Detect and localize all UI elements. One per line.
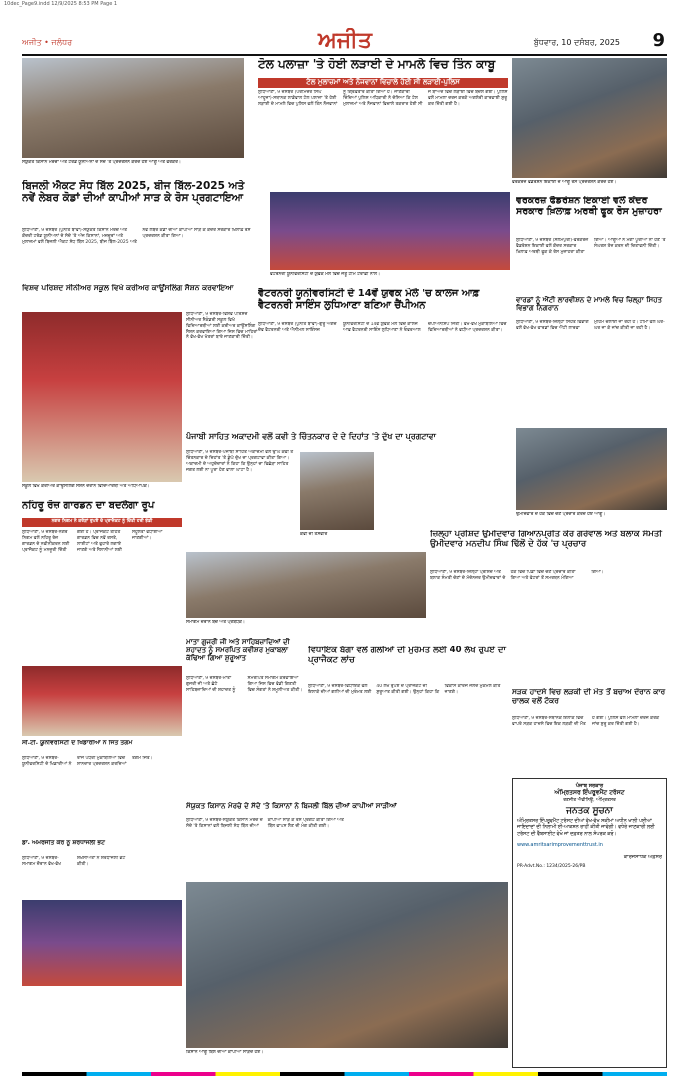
nehru-subhead: ਨਗਰ ਨਿਗਮ ਨੇ ਕਰੋੜਾਂ ਰੁਪਏ ਦੇ ਪ੍ਰਾਜੈਕਟ ਨੂੰ ਦਿੱਤੀ ਹਰੀ ਝੰਡੀ	[22, 518, 182, 527]
page-number: 9	[652, 30, 665, 51]
sports-body: ਲੁਧਿਆਣਾ, 9 ਦਸੰਬਰ-ਯੂਨੀਵਰਸਿਟੀ ਦੇ ਖਿਡਾਰੀਆਂ ਨੇ ਰਾਜ ਪੱਧਰੀ ਮੁਕਾਬਲਿਆਂ ਵਿਚ ਸ਼ਾਨਦਾਰ ਪ੍ਰਦਰਸ਼ਨ ਕਰਦਿਆਂ ਤਗਮੇ ਜਿੱਤੇ।	[22, 756, 153, 767]
mla-body: ਲੁਧਿਆਣਾ, 9 ਦਸੰਬਰ-ਵਿਧਾਇਕ ਵਲੋਂ ਇਲਾਕੇ ਦੀਆਂ ਗਲੀਆਂ ਦੀ ਮੁਰੰਮਤ ਲਈ 40 ਲੱਖ ਰੁਪਏ ਦੇ ਪ੍ਰਾਜੈਕਟ ਦੀ ਸ਼ੁਰੂਆਤ ਕੀਤੀ ਗਈ। ਉਨ੍ਹਾਂ ਕਿਹਾ ਕਿ ਵਿਕਾਸ ਕਾਰਜ ਜਲਦ ਮੁਕੰਮਲ ਕੀਤੇ ਜਾਣਗੇ।	[308, 684, 501, 695]
zila-photo	[516, 428, 667, 510]
tribute-body: ਲੁਧਿਆਣਾ, 9 ਦਸੰਬਰ-ਸਮਾਗਮ ਦੌਰਾਨ ਵੱਖ-ਵੱਖ ਸ਼ਖ਼ਸੀਅਤਾਂ ਨੇ ਸ਼ਰਧਾਂਜਲੀ ਭੇਟ ਕੀਤੀ।	[22, 856, 126, 867]
notice-signature: ਕਾਰਜਸਾਧਕ ਅਫ਼ਸਰ	[623, 854, 662, 861]
toll-subhead: ਟੋਲ ਮੁਲਾਜ਼ਮਾਂ ਅਤੇ ਨੌਜਵਾਨਾਂ ਵਿਚਾਲੇ ਹੋਈ ਸੀ ਲੜਾਈ-ਪੁਲਿਸ	[258, 78, 508, 88]
poet-photo	[300, 452, 374, 530]
workers-headline: ਵਰਕਰਜ਼ ਫੈਡਰੇਸ਼ਨ ਇਕਾਈ ਵਲੋਂ ਕੇਂਦਰ ਸਰਕਾਰ ਖ਼ਿਲਾਫ਼ ਅਰਥੀ ਫੂਕ ਰੋਸ ਮੁਜ਼ਾਹਰਾ	[516, 196, 662, 217]
bill-headline: ਬਿਜਲੀ ਐਕਟ ਸੋਧ ਬਿੱਲ 2025, ਬੀਜ ਬਿੱਲ-2025 ਅਤੇ ਨਵੇਂ ਲੇਬਰ ਕੋਡਾਂ ਦੀਆਂ ਕਾਪੀਆਂ ਸਾੜ ਕੇ ਰੋਸ ਪ੍ਰਗਟਾਇਆ	[22, 180, 245, 205]
sports-headline: ਸੀ.ਟੀ. ਯੂਨੀਵਰਸਿਟੀ ਦੇ ਖਿਡਾਰੀਆਂ ਨੇ ਜਿੱਤੇ ਤਗਮੇ	[22, 740, 133, 746]
road-body: ਲੁਧਿਆਣਾ, 9 ਦਸੰਬਰ-ਸਥਾਨਕ ਇਲਾਕੇ ਵਿਚ ਵਾਪਰੇ ਸੜਕ ਹਾਦਸੇ ਵਿਚ ਇਕ ਲੜਕੀ ਦੀ ਮੌਤ ਹੋ ਗਈ। ਪੁਲਿਸ ਵਲੋਂ ਮਾਮਲਾ ਦਰਜ ਕਰਕੇ ਜਾਂਚ ਸ਼ੁਰੂ ਕਰ ਦਿੱਤੀ ਗਈ ਹੈ।	[512, 716, 660, 727]
school-body: ਲੁਧਿਆਣਾ, 9 ਦਸੰਬਰ-ਵਿਸ਼ਵ ਪਰਿਸ਼ਦ ਸੀਨੀਅਰ ਸੈਕੰਡਰੀ ਸਕੂਲ ਵਿਖੇ ਵਿਦਿਆਰਥੀਆਂ ਲਈ ਕਰੀਅਰ ਕਾਊਂਸਲਿੰਗ ਸੈਸ਼ਨ ਕਰਵਾਇਆ ਗਿਆ ਜਿਸ ਵਿਚ ਮਾਹਿਰਾਂ ਨੇ ਵੱਖ-ਵੱਖ ਖੇਤਰਾਂ ਬਾਰੇ ਜਾਣਕਾਰੀ ਦਿੱਤੀ।	[186, 312, 258, 341]
notice-address: ਰਣਜੀਤ ਐਵੀਨਿਊ, ਅੰਮ੍ਰਿਤਸਰ	[563, 798, 616, 803]
tribute-headline: ਡਾ. ਅਮਰਜੀਤ ਕੌਰ ਨੂੰ ਸ਼ਰਧਾਂਜਲੀ ਭੇਟ	[22, 840, 105, 846]
punjabi-headline: ਪੰਜਾਬੀ ਸਾਹਿਤ ਅਕਾਦਮੀ ਵਲੋਂ ਕਵੀ ਤੇ ਚਿੰਤਨਕਾਰ ਦੇ ਦੇ ਦਿਹਾਂਤ 'ਤੇ ਦੁੱਖ ਦਾ ਪ੍ਰਗਟਾਵਾ	[186, 432, 436, 441]
school-photo-caption: ਸਕੂਲ ਵਿਖੇ ਕਰੀਅਰ ਕਾਊਂਸਲਿੰਗ ਸੈਸ਼ਨ ਦੌਰਾਨ ਵਿਦਿਆਰਥੀ ਅਤੇ ਅਧਿਆਪਕ।	[22, 484, 150, 489]
notice-body: ਅੰਮ੍ਰਿਤਸਰ ਇੰਪਰੂਵਮੈਂਟ ਟਰੱਸਟ ਦੀਆਂ ਵੱਖ-ਵੱਖ ਸਕੀਮਾਂ ਅਧੀਨ ਖਾਲੀ ਪਈਆਂ ਜਾਇਦਾਦਾਂ ਦੀ ਨਿਲਾਮੀ ਈ-ਆਕਸ਼ਨ ਰਾਹੀਂ ਕੀਤੀ ਜਾਵੇਗੀ। ਵਧੇਰੇ ਜਾਣਕਾਰੀ ਲਈ ਟਰੱਸਟ ਦੀ ਵੈੱਬਸਾਈਟ ਵੇਖੋ ਜਾਂ ਦਫ਼ਤਰ ਨਾਲ ਸੰਪਰਕ ਕਰੋ।	[517, 819, 655, 837]
notice-dept: ਅੰਮ੍ਰਿਤਸਰ ਇੰਪਰੂਵਮੈਂਟ ਟਰੱਸਟ	[554, 789, 625, 796]
toll-body: ਲੁਧਿਆਣਾ, 9 ਦਸੰਬਰ (ਪਰਮਿੰਦਰ ਸਿੰਘ ਆਹੂਜਾ)-ਸਥਾਨਕ ਲਾਡੋਵਾਲ ਟੋਲ ਪਲਾਜ਼ਾ 'ਤੇ ਹੋਈ ਲੜਾਈ ਦੇ ਮਾਮਲੇ ਵਿਚ ਪੁਲਿਸ ਵਲੋਂ ਤਿੰਨ ਨੌਜਵਾਨਾਂ ਨੂੰ ਗ੍ਰਿਫ਼ਤਾਰ ਕੀਤਾ ਗਿਆ ਹੈ। ਜਾਣਕਾਰੀ ਦਿੰਦਿਆਂ ਪੁਲਿਸ ਅਧਿਕਾਰੀ ਨੇ ਦੱਸਿਆ ਕਿ ਟੋਲ ਮੁਲਾਜ਼ਮਾਂ ਅਤੇ ਨੌਜਵਾਨਾਂ ਵਿਚਾਲੇ ਤਕਰਾਰ ਹੋਈ ਸੀ ਜੋ ਬਾਅਦ ਵਿਚ ਲੜਾਈ ਵਿਚ ਬਦਲ ਗਈ। ਪੁਲਿਸ ਵਲੋਂ ਮਾਮਲਾ ਦਰਜ ਕਰਕੇ ਅਗਲੇਰੀ ਕਾਰਵਾਈ ਸ਼ੁਰੂ ਕਰ ਦਿੱਤੀ ਗਈ ਹੈ।	[258, 90, 508, 107]
mata-body: ਲੁਧਿਆਣਾ, 9 ਦਸੰਬਰ-ਮਾਤਾ ਗੁਜਰੀ ਜੀ ਅਤੇ ਛੋਟੇ ਸਾਹਿਬਜ਼ਾਦਿਆਂ ਦੀ ਸ਼ਹਾਦਤ ਨੂੰ ਸਮਰਪਿਤ ਸਮਾਗਮ ਕਰਵਾਇਆ ਗਿਆ ਜਿਸ ਵਿਚ ਵੱਡੀ ਗਿਣਤੀ ਵਿਚ ਸੰਗਤਾਂ ਨੇ ਸ਼ਮੂਲੀਅਤ ਕੀਤੀ।	[186, 676, 303, 693]
masthead: ਅਜੀਤ	[318, 28, 372, 53]
header-rule	[22, 54, 667, 56]
farmers-headline: ਸੰਯੁਕਤ ਕਿਸਾਨ ਮੋਰਚੇ ਦੇ ਸੱਦੇ 'ਤੇ ਕਿਸਾਨਾਂ ਨੇ ਬਿਜਲੀ ਬਿੱਲ ਦੀਆਂ ਕਾਪੀਆਂ ਸਾੜੀਆਂ	[186, 802, 397, 810]
ward-body: ਲੁਧਿਆਣਾ, 9 ਦਸੰਬਰ-ਜ਼ਿਲ੍ਹਾ ਸਿਹਤ ਵਿਭਾਗ ਵਲੋਂ ਵੱਖ-ਵੱਖ ਵਾਰਡਾਂ ਵਿਚ ਐਂਟੀ ਲਾਰਵਾ ਮੁਹਿੰਮ ਚਲਾਈ ਜਾ ਰਹੀ ਹੈ। ਟੀਮਾਂ ਵਲੋਂ ਘਰ-ਘਰ ਜਾ ਕੇ ਜਾਂਚ ਕੀਤੀ ਜਾ ਰਹੀ ਹੈ।	[516, 320, 665, 331]
garden-photo	[186, 552, 426, 618]
registration-color-bar	[22, 1072, 667, 1076]
workers-photo	[512, 58, 667, 178]
toll-headline: ਟੋਲ ਪਲਾਜ਼ਾ 'ਤੇ ਹੋਈ ਲੜਾਈ ਦੇ ਮਾਮਲੇ ਵਿਚ ਤਿੰਨ ਕਾਬੂ	[258, 58, 496, 71]
vet-photo-caption: ਵੈਟਰਨਰੀ ਯੂਨੀਵਰਸਿਟੀ ਦੇ ਯੁਵਕ ਮੇਲੇ ਵਿਚ ਜੇਤੂ ਟੀਮ ਟਰਾਫ਼ੀ ਨਾਲ।	[270, 272, 381, 277]
bill-body: ਲੁਧਿਆਣਾ, 9 ਦਸੰਬਰ (ਪੁਨੀਤ ਬਾਵਾ)-ਸੰਯੁਕਤ ਕਿਸਾਨ ਮੋਰਚੇ ਅਤੇ ਕੇਂਦਰੀ ਟਰੇਡ ਯੂਨੀਅਨਾਂ ਦੇ ਸੱਦੇ 'ਤੇ ਅੱਜ ਕਿਸਾਨਾਂ, ਮਜ਼ਦੂਰਾਂ ਅਤੇ ਮੁਲਾਜ਼ਮਾਂ ਵਲੋਂ ਬਿਜਲੀ ਐਕਟ ਸੋਧ ਬਿੱਲ 2025, ਬੀਜ ਬਿੱਲ-2025 ਅਤੇ ਨਵੇਂ ਲੇਬਰ ਕੋਡਾਂ ਦੀਆਂ ਕਾਪੀਆਂ ਸਾੜ ਕੇ ਕੇਂਦਰ ਸਰਕਾਰ ਖ਼ਿਲਾਫ਼ ਰੋਸ ਪ੍ਰਦਰਸ਼ਨ ਕੀਤਾ ਗਿਆ।	[22, 228, 251, 245]
farmers-body: ਲੁਧਿਆਣਾ, 9 ਦਸੰਬਰ-ਸੰਯੁਕਤ ਕਿਸਾਨ ਮੋਰਚੇ ਦੇ ਸੱਦੇ 'ਤੇ ਕਿਸਾਨਾਂ ਵਲੋਂ ਬਿਜਲੀ ਸੋਧ ਬਿੱਲ ਦੀਆਂ ਕਾਪੀਆਂ ਸਾੜ ਕੇ ਰੋਸ ਪ੍ਰਗਟ ਕੀਤਾ ਗਿਆ ਅਤੇ ਬਿੱਲ ਵਾਪਸ ਲੈਣ ਦੀ ਮੰਗ ਕੀਤੀ ਗਈ।	[186, 818, 344, 829]
nehru-headline: ਨਹਿਰੂ ਰੋਜ਼ ਗਾਰਡਨ ਦਾ ਬਦਲੇਗਾ ਰੂਪ	[22, 500, 155, 511]
vet-photo	[270, 192, 510, 270]
vet-headline: ਵੈਟਰਨਰੀ ਯੂਨੀਵਰਸਿਟੀ ਦੇ 14ਵੇਂ ਯੁਵਕ ਮੇਲੇ 'ਚ ਕਾਲਜ ਆਫ਼ ਵੈਟਰਨਰੀ ਸਾਇੰਸ ਲੁਧਿਆਣਾ ਬਣਿਆ ਚੈਂਪੀਅਨ	[258, 288, 480, 311]
ward-headline: ਵਾਰਡਾਂ ਨੂੰ ਐਂਟੀ ਲਾਰਵੀਸ਼ਨ ਦੇ ਮਾਮਲੇ ਵਿਚ ਜ਼ਿਲ੍ਹਾ ਸਿਹਤ ਵਿਭਾਗ ਨਿਗਰਾਨ	[516, 296, 662, 313]
zila-photo-caption: ਉਮੀਦਵਾਰ ਦੇ ਹੱਕ ਵਿਚ ਚੋਣ ਪ੍ਰਚਾਰ ਕਰਦੇ ਹੋਏ ਆਗੂ।	[516, 512, 606, 517]
header-date: ਬੁੱਧਵਾਰ, 10 ਦਸੰਬਰ, 2025	[533, 38, 620, 47]
nehru-body: ਲੁਧਿਆਣਾ, 9 ਦਸੰਬਰ-ਨਗਰ ਨਿਗਮ ਵਲੋਂ ਨਹਿਰੂ ਰੋਜ਼ ਗਾਰਡਨ ਦੇ ਨਵੀਨੀਕਰਨ ਲਈ ਪ੍ਰਾਜੈਕਟ ਨੂੰ ਮਨਜ਼ੂਰੀ ਦਿੱਤੀ ਗਈ ਹੈ। ਪ੍ਰਾਜੈਕਟ ਤਹਿਤ ਗਾਰਡਨ ਵਿਚ ਨਵੇਂ ਰਸਤੇ, ਲਾਈਟਾਂ ਅਤੇ ਫੁਹਾਰੇ ਲਗਾਏ ਜਾਣਗੇ ਅਤੇ ਸੈਲਾਨੀਆਂ ਲਈ ਸਹੂਲਤਾਂ ਵਧਾਈਆਂ ਜਾਣਗੀਆਂ।	[22, 530, 163, 553]
notice-pr-code: PR-Advt.No.: 1234/2025-26/PB	[517, 864, 586, 870]
tribute-photo	[22, 900, 182, 986]
notice-website[interactable]: www.amritsarimprovementtrust.in	[517, 842, 603, 849]
header-location: ਅਜੀਤ • ਜਲੰਧਰ	[22, 38, 73, 47]
workers-photo-caption: ਵਰਕਰਜ਼ ਫੈਡਰੇਸ਼ਨ ਇਕਾਈ ਦੇ ਆਗੂ ਰੋਸ ਪ੍ਰਦਰਸ਼ਨ ਕਰਦੇ ਹੋਏ।	[512, 180, 617, 185]
public-notice-box	[512, 778, 667, 1068]
farmers-photo	[186, 882, 508, 1048]
workers-body: ਲੁਧਿਆਣਾ, 9 ਦਸੰਬਰ (ਸਲੇਮਪੁਰੀ)-ਵਰਕਰਜ਼ ਫੈਡਰੇਸ਼ਨ ਇਕਾਈ ਵਲੋਂ ਕੇਂਦਰ ਸਰਕਾਰ ਖ਼ਿਲਾਫ਼ ਅਰਥੀ ਫੂਕ ਕੇ ਰੋਸ ਮੁਜ਼ਾਹਰਾ ਕੀਤਾ ਗਿਆ। ਆਗੂਆਂ ਨੇ ਮੰਗਾਂ ਪੂਰੀਆਂ ਨਾ ਹੋਣ 'ਤੇ ਸੰਘਰਸ਼ ਤੇਜ਼ ਕਰਨ ਦੀ ਚਿਤਾਵਨੀ ਦਿੱਤੀ।	[516, 238, 666, 255]
school-photo	[22, 312, 182, 482]
poet-photo-caption: ਕਵੀ ਦੀ ਤਸਵੀਰ	[300, 532, 328, 537]
notice-org: ਪੰਜਾਬ ਸਰਕਾਰ	[575, 783, 604, 789]
sports-photo	[22, 666, 182, 736]
notice-title: ਜਨਤਕ ਸੂਚਨਾ	[566, 806, 613, 816]
school-headline: ਵਿਸ਼ਵ ਪਰਿਸ਼ਦ ਸੀਨੀਅਰ ਸਕੂਲ ਵਿਖੇ ਕਰੀਅਰ ਕਾਊਂਸਲਿੰਗ ਸੈਸ਼ਨ ਕਰਵਾਇਆ	[22, 284, 234, 292]
road-headline: ਸੜਕ ਹਾਦਸੇ ਵਿਚ ਲੜਕੀ ਦੀ ਮੌਤ ਤੋਂ ਬਚਾਅ ਦੌਰਾਨ ਕਾਰ ਚਾਲਕ ਵਲੋਂ ਟੱਕਰ	[512, 688, 666, 705]
zila-body: ਲੁਧਿਆਣਾ, 9 ਦਸੰਬਰ-ਜ਼ਿਲ੍ਹਾ ਪ੍ਰੀਸ਼ਦ ਅਤੇ ਬਲਾਕ ਸੰਮਤੀ ਚੋਣਾਂ ਦੇ ਮੱਦੇਨਜ਼ਰ ਉਮੀਦਵਾਰਾਂ ਦੇ ਹੱਕ ਵਿਚ ਪਿੰਡਾਂ ਵਿਚ ਚੋਣ ਪ੍ਰਚਾਰ ਕੀਤਾ ਗਿਆ ਅਤੇ ਵੋਟਰਾਂ ਤੋਂ ਸਮਰਥਨ ਮੰਗਿਆ ਗਿਆ।	[430, 570, 604, 581]
garden-photo-caption: ਸਮਾਗਮ ਦੌਰਾਨ ਬੱਚੇ ਅਤੇ ਪ੍ਰਬੰਧਕ।	[186, 620, 245, 625]
zila-headline: ਜ਼ਿਲ੍ਹਾ ਪ੍ਰੀਸ਼ਦ ਉਮੀਦਵਾਰ ਗਿਆਨਪ੍ਰੀਤ ਕੌਰ ਗਰੇਵਾਲ ਅਤੇ ਬਲਾਕ ਸੰਮਤੀ ਉਮੀਦਵਾਰ ਮਨਦੀਪ ਸਿੰਘ ਢਿੱਲੋਂ ਦੇ ਹੱਕ 'ਚ ਪ੍ਰਚਾਰ	[430, 530, 662, 549]
farmers-photo-caption: ਕਿਸਾਨ ਆਗੂ ਬਿੱਲ ਦੀਆਂ ਕਾਪੀਆਂ ਸਾੜਦੇ ਹੋਏ।	[186, 1050, 264, 1055]
punjabi-body: ਲੁਧਿਆਣਾ, 9 ਦਸੰਬਰ-ਪੰਜਾਬੀ ਸਾਹਿਤ ਅਕਾਦਮੀ ਵਲੋਂ ਉੱਘੇ ਕਵੀ ਤੇ ਚਿੰਤਨਕਾਰ ਦੇ ਦਿਹਾਂਤ 'ਤੇ ਡੂੰਘੇ ਦੁੱਖ ਦਾ ਪ੍ਰਗਟਾਵਾ ਕੀਤਾ ਗਿਆ। ਅਕਾਦਮੀ ਦੇ ਅਹੁਦੇਦਾਰਾਂ ਨੇ ਕਿਹਾ ਕਿ ਉਨ੍ਹਾਂ ਦਾ ਵਿਛੋੜਾ ਸਾਹਿਤ ਜਗਤ ਲਈ ਨਾ ਪੂਰਾ ਹੋਣ ਵਾਲਾ ਘਾਟਾ ਹੈ।	[186, 450, 294, 473]
vet-body: ਲੁਧਿਆਣਾ, 9 ਦਸੰਬਰ (ਪੁਨੀਤ ਬਾਵਾ)-ਗੁਰੂ ਅੰਗਦ ਦੇਵ ਵੈਟਰਨਰੀ ਅਤੇ ਐਨੀਮਲ ਸਾਇੰਸਜ਼ ਯੂਨੀਵਰਸਿਟੀ ਦੇ 14ਵੇਂ ਯੁਵਕ ਮੇਲੇ ਵਿਚ ਕਾਲਜ ਆਫ਼ ਵੈਟਰਨਰੀ ਸਾਇੰਸ ਲੁਧਿਆਣਾ ਨੇ ਓਵਰਆਲ ਚੈਂਪੀਅਨਸ਼ਿਪ ਜਿੱਤੀ। ਵੱਖ-ਵੱਖ ਮੁਕਾਬਲਿਆਂ ਵਿਚ ਵਿਦਿਆਰਥੀਆਂ ਨੇ ਵਧੀਆ ਪ੍ਰਦਰਸ਼ਨ ਕੀਤਾ।	[258, 322, 507, 333]
protest-photo	[22, 58, 244, 158]
print-slug: 10dec_Page9.indd 12/9/2025 8:53 PM Page 1	[4, 1, 118, 7]
mla-headline: ਵਿਧਾਇਕ ਬੱਗਾ ਵਲੋਂ ਗਲੀਆਂ ਦੀ ਮੁਰੰਮਤ ਲਈ 40 ਲੱਖ ਰੁਪਏ ਦਾ ਪ੍ਰਾਜੈਕਟ ਲਾਂਚ	[308, 646, 506, 665]
protest-photo-caption: ਸੰਯੁਕਤ ਕਿਸਾਨ ਮੋਰਚਾ ਅਤੇ ਟਰੇਡ ਯੂਨੀਅਨਾਂ ਦੇ ਸੱਦੇ 'ਤੇ ਪ੍ਰਦਰਸ਼ਨ ਕਰਦੇ ਹੋਏ ਆਗੂ ਅਤੇ ਵਰਕਰ।	[22, 160, 181, 165]
mata-headline: ਮਾਤਾ ਗੁਜਰੀ ਜੀ ਅਤੇ ਸਾਹਿਬਜ਼ਾਦਿਆਂ ਦੀ ਸ਼ਹਾਦਤ ਨੂੰ ਸਮਰਪਿਤ ਕਵੀਸ਼ਰ ਮੁਕਾਬਲਾ ਕੱਢਿਆ ਗਿਆ ਸ਼ੁਰੂਆਤ	[186, 638, 290, 663]
